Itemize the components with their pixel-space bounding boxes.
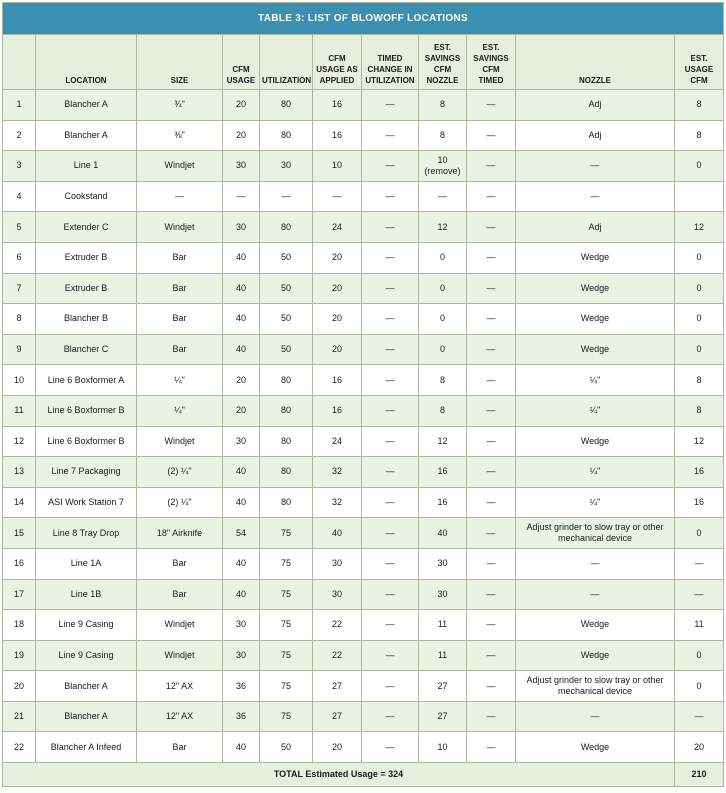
table-cell: 30 bbox=[313, 579, 362, 610]
table-cell: 16 bbox=[313, 395, 362, 426]
table-cell: — bbox=[362, 365, 419, 396]
table-cell: 0 bbox=[675, 242, 724, 273]
table-cell: — bbox=[467, 671, 516, 702]
table-body bbox=[3, 90, 724, 763]
table-row bbox=[3, 640, 724, 671]
table-cell: 12 bbox=[675, 426, 724, 457]
table-cell: — bbox=[467, 151, 516, 182]
table-cell: 20 bbox=[313, 732, 362, 763]
table-cell: 40 bbox=[223, 304, 260, 335]
table-cell: Line 9 Casing bbox=[36, 610, 137, 641]
table-cell: — bbox=[313, 181, 362, 212]
table-cell: — bbox=[362, 90, 419, 121]
table-cell: — bbox=[223, 181, 260, 212]
table-cell: — bbox=[362, 548, 419, 579]
table-cell: 0 bbox=[675, 304, 724, 335]
table-cell: — bbox=[467, 518, 516, 549]
total-row bbox=[3, 763, 724, 787]
table-cell: 16 bbox=[675, 457, 724, 488]
table-cell: 80 bbox=[260, 457, 313, 488]
table-cell: Line 9 Casing bbox=[36, 640, 137, 671]
table-cell: — bbox=[362, 151, 419, 182]
table-cell: 16 bbox=[675, 487, 724, 518]
header-row bbox=[3, 35, 724, 90]
table-row bbox=[3, 732, 724, 763]
table-row bbox=[3, 610, 724, 641]
table-cell: 18" Airknife bbox=[137, 518, 223, 549]
table-row bbox=[3, 518, 724, 549]
table-cell: Blancher C bbox=[36, 334, 137, 365]
table-cell: ¼" bbox=[137, 365, 223, 396]
table-cell: Wedge bbox=[516, 242, 675, 273]
table-cell: ¼" bbox=[516, 365, 675, 396]
table-cell: ⅜" bbox=[137, 120, 223, 151]
table-cell: 75 bbox=[260, 610, 313, 641]
table-cell: 8 bbox=[675, 365, 724, 396]
table-cell: 20 bbox=[223, 365, 260, 396]
table-row bbox=[3, 487, 724, 518]
table-cell: 75 bbox=[260, 548, 313, 579]
table-cell: 30 bbox=[223, 640, 260, 671]
table-cell: 11 bbox=[419, 640, 467, 671]
table-cell: 50 bbox=[260, 732, 313, 763]
table-cell: — bbox=[516, 701, 675, 732]
table-cell: — bbox=[362, 671, 419, 702]
table-cell: Line 1B bbox=[36, 579, 137, 610]
table-cell: 40 bbox=[223, 487, 260, 518]
table-cell: 9 bbox=[3, 334, 36, 365]
header-cell: CFM USAGE AS APPLIED bbox=[313, 35, 362, 90]
table-cell: 20 bbox=[675, 732, 724, 763]
table-row bbox=[3, 151, 724, 182]
table-row bbox=[3, 273, 724, 304]
table-cell: 17 bbox=[3, 579, 36, 610]
table-cell: 1 bbox=[3, 90, 36, 121]
table-cell: 80 bbox=[260, 120, 313, 151]
table-cell: — bbox=[467, 212, 516, 243]
table-cell: Bar bbox=[137, 732, 223, 763]
table-cell: 5 bbox=[3, 212, 36, 243]
table-header bbox=[3, 35, 724, 90]
table-cell: 30 bbox=[419, 579, 467, 610]
table-row bbox=[3, 457, 724, 488]
table-cell: — bbox=[467, 365, 516, 396]
table-cell: — bbox=[675, 579, 724, 610]
table-cell: Wedge bbox=[516, 426, 675, 457]
blowoff-table-container bbox=[2, 2, 723, 787]
table-cell: — bbox=[467, 334, 516, 365]
table-cell: 2 bbox=[3, 120, 36, 151]
table-cell: 10 bbox=[313, 151, 362, 182]
table-cell: — bbox=[516, 579, 675, 610]
table-cell: 20 bbox=[223, 90, 260, 121]
header-cell: EST. SAVINGS CFM NOZZLE bbox=[419, 35, 467, 90]
table-cell: 36 bbox=[223, 701, 260, 732]
table-cell: 8 bbox=[3, 304, 36, 335]
table-row bbox=[3, 548, 724, 579]
table-cell: — bbox=[467, 273, 516, 304]
table-cell: — bbox=[137, 181, 223, 212]
table-cell: 80 bbox=[260, 90, 313, 121]
table-cell: Line 6 Boxformer B bbox=[36, 426, 137, 457]
table-cell: — bbox=[362, 732, 419, 763]
table-cell: 16 bbox=[3, 548, 36, 579]
table-cell: 0 bbox=[675, 518, 724, 549]
table-cell: 12" AX bbox=[137, 671, 223, 702]
table-cell: ¼" bbox=[137, 395, 223, 426]
table-cell: ASI Work Station 7 bbox=[36, 487, 137, 518]
table-cell: Wedge bbox=[516, 640, 675, 671]
table-cell: 80 bbox=[260, 426, 313, 457]
table-cell: — bbox=[467, 304, 516, 335]
table-cell: 40 bbox=[223, 334, 260, 365]
table-cell: 27 bbox=[313, 701, 362, 732]
table-cell: — bbox=[467, 548, 516, 579]
table-cell: 18 bbox=[3, 610, 36, 641]
header-cell: EST. USAGE CFM bbox=[675, 35, 724, 90]
table-cell: — bbox=[362, 579, 419, 610]
table-cell: 20 bbox=[223, 120, 260, 151]
table-cell: — bbox=[362, 487, 419, 518]
table-cell: 20 bbox=[313, 242, 362, 273]
table-cell: 24 bbox=[313, 426, 362, 457]
table-cell: 80 bbox=[260, 487, 313, 518]
table-cell: 75 bbox=[260, 701, 313, 732]
table-row bbox=[3, 334, 724, 365]
table-cell: Wedge bbox=[516, 732, 675, 763]
table-cell: ¼" bbox=[516, 395, 675, 426]
table-cell: 12 bbox=[3, 426, 36, 457]
table-cell: 7 bbox=[3, 273, 36, 304]
table-cell: 30 bbox=[313, 548, 362, 579]
table-cell: — bbox=[516, 548, 675, 579]
table-cell: Wedge bbox=[516, 273, 675, 304]
table-cell: Windjet bbox=[137, 212, 223, 243]
table-cell: 8 bbox=[419, 365, 467, 396]
table-cell: 30 bbox=[260, 151, 313, 182]
table-cell: 15 bbox=[3, 518, 36, 549]
table-cell: 22 bbox=[313, 610, 362, 641]
table-cell: Adjust grinder to slow tray or other mechanical device bbox=[516, 518, 675, 549]
table-cell: Line 6 Boxformer B bbox=[36, 395, 137, 426]
table-cell: 8 bbox=[419, 120, 467, 151]
header-cell: LOCATION bbox=[36, 35, 137, 90]
table-cell: 50 bbox=[260, 273, 313, 304]
table-cell: 20 bbox=[223, 395, 260, 426]
table-cell: 30 bbox=[223, 212, 260, 243]
table-cell bbox=[675, 181, 724, 212]
table-cell: 20 bbox=[313, 304, 362, 335]
table-cell: Windjet bbox=[137, 640, 223, 671]
table-cell: — bbox=[467, 120, 516, 151]
table-cell: 75 bbox=[260, 640, 313, 671]
table-cell: — bbox=[362, 181, 419, 212]
table-cell: — bbox=[467, 610, 516, 641]
table-cell: 22 bbox=[3, 732, 36, 763]
table-cell: 8 bbox=[675, 120, 724, 151]
table-cell: 40 bbox=[223, 732, 260, 763]
table-cell: Blancher A bbox=[36, 701, 137, 732]
header-cell: EST. SAVINGS CFM TIMED bbox=[467, 35, 516, 90]
table-cell: Blancher A Infeed bbox=[36, 732, 137, 763]
table-cell: 4 bbox=[3, 181, 36, 212]
table-cell: Windjet bbox=[137, 151, 223, 182]
table-cell: Bar bbox=[137, 334, 223, 365]
table-cell: 30 bbox=[223, 610, 260, 641]
table-cell: 40 bbox=[419, 518, 467, 549]
table-cell: 16 bbox=[313, 90, 362, 121]
table-cell: 50 bbox=[260, 304, 313, 335]
table-cell: — bbox=[362, 610, 419, 641]
table-cell: 27 bbox=[313, 671, 362, 702]
table-cell: Blancher A bbox=[36, 90, 137, 121]
header-cell: TIMED CHANGE IN UTILIZATION bbox=[362, 35, 419, 90]
table-cell: — bbox=[467, 457, 516, 488]
table-cell: 36 bbox=[223, 671, 260, 702]
blowoff-locations-table bbox=[2, 2, 724, 787]
table-cell: 22 bbox=[313, 640, 362, 671]
table-cell: 40 bbox=[223, 579, 260, 610]
table-cell: 12" AX bbox=[137, 701, 223, 732]
table-cell: 16 bbox=[313, 120, 362, 151]
table-title: TABLE 3: LIST OF BLOWOFF LOCATIONS bbox=[2, 2, 724, 34]
table-cell: Wedge bbox=[516, 304, 675, 335]
table-row bbox=[3, 304, 724, 335]
table-cell: — bbox=[467, 90, 516, 121]
table-cell: 0 bbox=[419, 334, 467, 365]
table-row bbox=[3, 395, 724, 426]
table-cell: 20 bbox=[3, 671, 36, 702]
table-cell: 40 bbox=[223, 273, 260, 304]
table-cell: ¼" bbox=[516, 457, 675, 488]
table-cell: 40 bbox=[313, 518, 362, 549]
table-cell: 30 bbox=[419, 548, 467, 579]
table-cell: — bbox=[362, 426, 419, 457]
table-cell: 16 bbox=[419, 487, 467, 518]
table-cell: 0 bbox=[675, 273, 724, 304]
table-cell: Bar bbox=[137, 304, 223, 335]
table-cell: Wedge bbox=[516, 334, 675, 365]
table-cell: Extender C bbox=[36, 212, 137, 243]
table-row bbox=[3, 701, 724, 732]
table-cell: 14 bbox=[3, 487, 36, 518]
table-row bbox=[3, 426, 724, 457]
table-cell: Line 1A bbox=[36, 548, 137, 579]
table-cell: Adj bbox=[516, 90, 675, 121]
table-cell: — bbox=[675, 548, 724, 579]
table-cell: 11 bbox=[675, 610, 724, 641]
table-cell: — bbox=[467, 701, 516, 732]
table-cell: 30 bbox=[223, 426, 260, 457]
table-cell: 50 bbox=[260, 242, 313, 273]
table-cell: Bar bbox=[137, 273, 223, 304]
table-cell: ¼" bbox=[516, 487, 675, 518]
table-cell: — bbox=[467, 487, 516, 518]
table-cell: 40 bbox=[223, 548, 260, 579]
table-cell: 0 bbox=[675, 671, 724, 702]
table-cell: 0 bbox=[675, 334, 724, 365]
table-cell: — bbox=[362, 273, 419, 304]
table-row bbox=[3, 579, 724, 610]
table-cell: — bbox=[362, 640, 419, 671]
table-cell: — bbox=[467, 242, 516, 273]
table-cell: ¾" bbox=[137, 90, 223, 121]
table-cell: Extruder B bbox=[36, 242, 137, 273]
table-row bbox=[3, 120, 724, 151]
table-cell: (2) ¼" bbox=[137, 487, 223, 518]
table-cell: 16 bbox=[313, 365, 362, 396]
table-cell: 32 bbox=[313, 457, 362, 488]
header-cell: SIZE bbox=[137, 35, 223, 90]
table-cell: 24 bbox=[313, 212, 362, 243]
table-cell: — bbox=[467, 640, 516, 671]
table-cell: 0 bbox=[419, 242, 467, 273]
table-cell: — bbox=[362, 518, 419, 549]
table-row bbox=[3, 365, 724, 396]
table-cell: 27 bbox=[419, 701, 467, 732]
table-cell: — bbox=[362, 212, 419, 243]
table-cell: 0 bbox=[419, 304, 467, 335]
table-cell: Adj bbox=[516, 120, 675, 151]
table-cell: 80 bbox=[260, 365, 313, 396]
table-cell: — bbox=[516, 151, 675, 182]
table-cell: 10 bbox=[3, 365, 36, 396]
table-cell: — bbox=[362, 242, 419, 273]
table-cell: 6 bbox=[3, 242, 36, 273]
table-row bbox=[3, 671, 724, 702]
table-cell: 8 bbox=[675, 395, 724, 426]
table-cell: 40 bbox=[223, 457, 260, 488]
table-cell: — bbox=[467, 395, 516, 426]
table-cell: 30 bbox=[223, 151, 260, 182]
table-cell: 54 bbox=[223, 518, 260, 549]
table-cell: Line 7 Packaging bbox=[36, 457, 137, 488]
table-cell: 19 bbox=[3, 640, 36, 671]
table-cell: 75 bbox=[260, 579, 313, 610]
table-cell: Bar bbox=[137, 242, 223, 273]
table-cell: Blancher B bbox=[36, 304, 137, 335]
table-row bbox=[3, 212, 724, 243]
table-cell: 12 bbox=[675, 212, 724, 243]
table-cell: Adjust grinder to slow tray or other mechanical device bbox=[516, 671, 675, 702]
table-cell: — bbox=[362, 304, 419, 335]
table-cell: Extruder B bbox=[36, 273, 137, 304]
table-cell: Line 8 Tray Drop bbox=[36, 518, 137, 549]
table-cell: — bbox=[362, 701, 419, 732]
table-cell: Adj bbox=[516, 212, 675, 243]
table-cell: Bar bbox=[137, 548, 223, 579]
table-cell: 16 bbox=[419, 457, 467, 488]
table-row bbox=[3, 242, 724, 273]
table-cell: Line 6 Boxformer A bbox=[36, 365, 137, 396]
table-cell: 80 bbox=[260, 212, 313, 243]
table-cell: 11 bbox=[3, 395, 36, 426]
table-footer bbox=[3, 763, 724, 787]
total-label: TOTAL Estimated Usage = 324 bbox=[3, 763, 675, 787]
table-cell: Windjet bbox=[137, 426, 223, 457]
table-cell: 20 bbox=[313, 273, 362, 304]
table-cell: Cookstand bbox=[36, 181, 137, 212]
table-cell: — bbox=[260, 181, 313, 212]
table-cell: 12 bbox=[419, 212, 467, 243]
table-cell: 0 bbox=[419, 273, 467, 304]
header-cell bbox=[3, 35, 36, 90]
table-cell: 10 (remove) bbox=[419, 151, 467, 182]
table-cell: 10 bbox=[419, 732, 467, 763]
table-cell: 11 bbox=[419, 610, 467, 641]
table-cell: — bbox=[362, 120, 419, 151]
table-cell: Blancher A bbox=[36, 671, 137, 702]
header-cell: UTILIZATION bbox=[260, 35, 313, 90]
table-cell: 21 bbox=[3, 701, 36, 732]
table-cell: — bbox=[362, 457, 419, 488]
table-cell: 0 bbox=[675, 151, 724, 182]
table-cell: 13 bbox=[3, 457, 36, 488]
table-cell: 12 bbox=[419, 426, 467, 457]
table-cell: — bbox=[516, 181, 675, 212]
table-cell: — bbox=[467, 579, 516, 610]
table-cell: Bar bbox=[137, 579, 223, 610]
table-cell: — bbox=[467, 732, 516, 763]
table-cell: 75 bbox=[260, 671, 313, 702]
table-cell: 8 bbox=[675, 90, 724, 121]
table-cell: 27 bbox=[419, 671, 467, 702]
table-cell: — bbox=[362, 334, 419, 365]
table-row bbox=[3, 181, 724, 212]
table-cell: 3 bbox=[3, 151, 36, 182]
table-cell: Blancher A bbox=[36, 120, 137, 151]
table-cell: 20 bbox=[313, 334, 362, 365]
table-cell: 40 bbox=[223, 242, 260, 273]
table-cell: — bbox=[675, 701, 724, 732]
table-cell: 32 bbox=[313, 487, 362, 518]
table-cell: — bbox=[467, 181, 516, 212]
table-cell: 8 bbox=[419, 395, 467, 426]
table-cell: (2) ¼" bbox=[137, 457, 223, 488]
table-cell: — bbox=[362, 395, 419, 426]
table-cell: 50 bbox=[260, 334, 313, 365]
header-cell: CFM USAGE bbox=[223, 35, 260, 90]
total-value: 210 bbox=[675, 763, 724, 787]
table-cell: 0 bbox=[675, 640, 724, 671]
table-cell: Wedge bbox=[516, 610, 675, 641]
table-cell: 80 bbox=[260, 395, 313, 426]
table-cell: 8 bbox=[419, 90, 467, 121]
table-row bbox=[3, 90, 724, 121]
table-cell: — bbox=[467, 426, 516, 457]
table-cell: Line 1 bbox=[36, 151, 137, 182]
table-cell: Windjet bbox=[137, 610, 223, 641]
table-cell: — bbox=[419, 181, 467, 212]
table-cell: 75 bbox=[260, 518, 313, 549]
header-cell: NOZZLE bbox=[516, 35, 675, 90]
